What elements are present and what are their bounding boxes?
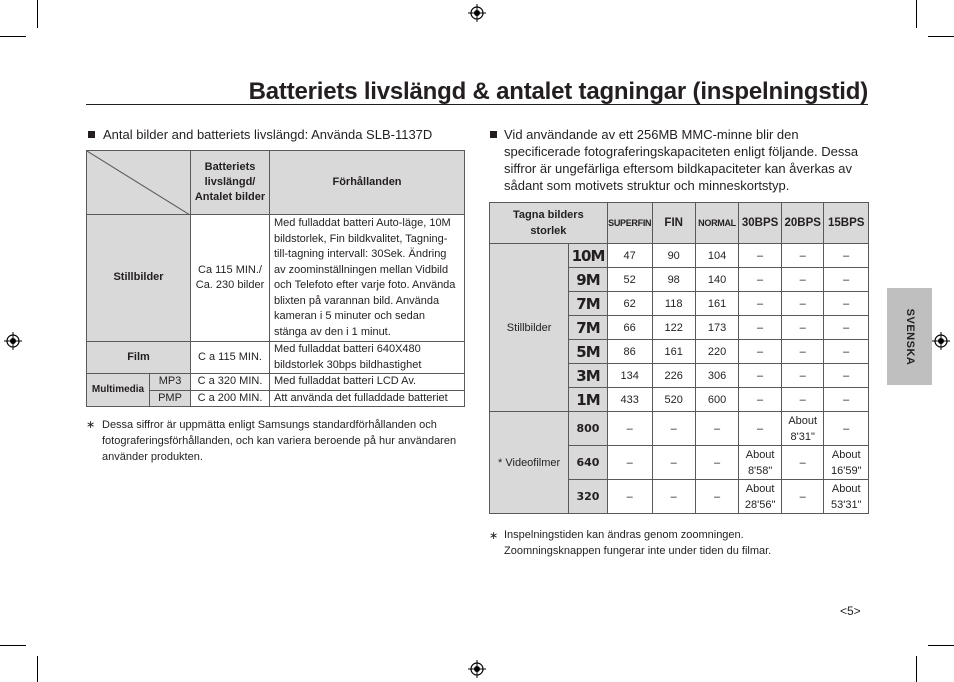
table-cell: – (607, 446, 652, 480)
table-cell: – (739, 340, 782, 364)
table-cell: – (824, 340, 869, 364)
table-cell: – (695, 446, 739, 480)
crop-mark (0, 645, 26, 646)
battery-life-table (86, 150, 465, 407)
table-cell: 520 (652, 388, 695, 412)
row-label-stillbilder: Stillbilder (87, 215, 191, 342)
image-size-icon: 10M (571, 246, 605, 265)
row-label-pmp: PMP (150, 390, 191, 407)
right-note-line-2: Zoomningsknappen fungerar inte under tiden du filmar. (504, 545, 772, 557)
header-superfin: SUPERFIN (607, 203, 652, 244)
table-cell: 104 (695, 244, 739, 268)
table-cell: 161 (695, 292, 739, 316)
row-label-multimedia: Multimedia (87, 374, 150, 407)
page-number: <5> (840, 604, 861, 618)
registration-mark-icon (4, 332, 22, 350)
size-icon-cell (569, 446, 607, 480)
table-cell: 226 (652, 364, 695, 388)
table-cell: About 8'31" (781, 412, 824, 446)
value-film: C a 115 MIN. (191, 342, 270, 374)
diagonal-line (87, 151, 190, 215)
image-size-icon: 9M (576, 270, 600, 289)
table-cell: – (607, 480, 652, 514)
table-cell: 134 (607, 364, 652, 388)
table-row (490, 244, 869, 268)
crop-mark (916, 656, 917, 682)
image-size-icon: 7M (576, 318, 600, 337)
table-cell: – (824, 316, 869, 340)
table-cell: About 8'58" (739, 446, 782, 480)
table-cell: 600 (695, 388, 739, 412)
conditions-stillbilder: Med fulladdat batteri Auto-läge, 10M bildstorlek, Fin bildkvalitet, Tagning-till-tagning intervall: 30Sek. Ändring av zoominställningen mellan Vidbild och Telefoto efter varje foto. Använda blixten på varannan bild. Använda kameran i 5 minuter och sedan stänga av den i 1 minut. (270, 215, 465, 342)
crop-mark (928, 645, 954, 646)
right-note-line-1: Inspelningstiden kan ändras genom zoomningen. (504, 529, 744, 541)
table-cell: 47 (607, 244, 652, 268)
table-cell: About 28'56" (739, 480, 782, 514)
table-cell: 306 (695, 364, 739, 388)
table-cell: – (739, 268, 782, 292)
crop-mark (916, 0, 917, 28)
row-label-film: Film (87, 342, 191, 374)
table-cell: – (781, 446, 824, 480)
value-stillbilder: Ca 115 MIN./ Ca. 230 bilder (191, 215, 270, 342)
capacity-table (489, 202, 869, 514)
left-bullet (88, 126, 468, 143)
table-cell: – (652, 412, 695, 446)
table-cell: – (824, 244, 869, 268)
crop-mark (37, 656, 38, 682)
table-cell: 66 (607, 316, 652, 340)
bullet-square-icon (88, 131, 95, 138)
conditions-mp3: Med fulladdat batteri LCD Av. (270, 374, 465, 391)
header-conditions: Förhållanden (270, 151, 465, 215)
conditions-pmp: Att använda det fulladdade batteriet (270, 390, 465, 407)
table-corner-cell (87, 151, 191, 215)
table-cell: – (781, 388, 824, 412)
group-label-video: * Videofilmer (490, 412, 569, 514)
table-cell: – (739, 412, 782, 446)
image-size-icon: 320 (576, 490, 600, 503)
table-cell: – (824, 388, 869, 412)
table-cell: – (781, 244, 824, 268)
header-image-size: Tagna bilders storlek (490, 203, 608, 244)
header-battery-life: Batteriets livslängd/ Antalet bilder (191, 151, 270, 215)
image-size-icon: 5M (576, 342, 600, 361)
table-cell: – (781, 268, 824, 292)
language-tab-label: SVENSKA (903, 308, 916, 365)
header-fin: FIN (652, 203, 695, 244)
size-icon-cell (569, 292, 607, 316)
crop-mark (37, 0, 38, 28)
size-icon-cell (569, 244, 607, 268)
bullet-square-icon (490, 131, 497, 138)
row-label-mp3: MP3 (150, 374, 191, 391)
registration-mark-icon (468, 660, 486, 678)
table-cell: – (739, 364, 782, 388)
table-cell: 140 (695, 268, 739, 292)
value-mp3: C a 320 MIN. (191, 374, 270, 391)
table-cell: – (824, 364, 869, 388)
table-cell: 52 (607, 268, 652, 292)
size-icon-cell (569, 316, 607, 340)
table-cell: 161 (652, 340, 695, 364)
table-cell: 173 (695, 316, 739, 340)
registration-mark-icon (932, 332, 950, 350)
size-icon-cell (569, 388, 607, 412)
table-cell: – (652, 480, 695, 514)
group-label-still: Stillbilder (490, 244, 569, 412)
table-cell: – (781, 316, 824, 340)
value-pmp: C a 200 MIN. (191, 390, 270, 407)
crop-mark (0, 36, 26, 37)
size-icon-cell (569, 480, 607, 514)
table-cell: – (607, 412, 652, 446)
table-cell: 433 (607, 388, 652, 412)
table-cell: – (781, 340, 824, 364)
table-cell: – (739, 388, 782, 412)
table-cell: – (781, 292, 824, 316)
right-note-mark: ∗ (489, 530, 499, 542)
table-cell: – (695, 412, 739, 446)
table-cell: – (695, 480, 739, 514)
size-icon-cell (569, 412, 607, 446)
table-cell: – (739, 292, 782, 316)
table-cell: 220 (695, 340, 739, 364)
size-icon-cell (569, 340, 607, 364)
table-cell: 122 (652, 316, 695, 340)
right-bullet (490, 126, 868, 194)
table-cell: – (739, 244, 782, 268)
table-row (490, 412, 869, 446)
left-note: Dessa siffror är uppmätta enligt Samsungs standardförhållanden och fotograferingsförhållanden, och kan variera beroende på hur användaren använder produkten. (102, 419, 457, 463)
image-size-icon: 7M (576, 294, 600, 313)
table-cell: – (824, 292, 869, 316)
image-size-icon: 3M (576, 366, 600, 385)
left-bullet-text: Antal bilder and batteriets livslängd: Använda SLB-1137D (103, 127, 433, 142)
table-cell: 62 (607, 292, 652, 316)
crop-mark (928, 36, 954, 37)
table-cell: – (781, 480, 824, 514)
header-normal: NORMAL (695, 203, 739, 244)
table-cell: 90 (652, 244, 695, 268)
table-cell: – (739, 316, 782, 340)
image-size-icon: 640 (576, 456, 600, 469)
title-divider (86, 104, 868, 105)
table-cell: – (824, 268, 869, 292)
image-size-icon: 1M (576, 390, 600, 409)
table-cell: About 16'59" (824, 446, 869, 480)
left-note-mark: ∗ (86, 419, 96, 431)
table-cell: 118 (652, 292, 695, 316)
image-size-icon: 800 (576, 422, 600, 435)
size-icon-cell (569, 364, 607, 388)
table-cell: 86 (607, 340, 652, 364)
table-cell: – (824, 412, 869, 446)
conditions-film: Med fulladdat batteri 640X480 bildstorlek 30bps bildhastighet (270, 342, 465, 374)
header-20bps: 20BPS (781, 203, 824, 244)
language-tab (887, 288, 932, 385)
table-cell: – (781, 364, 824, 388)
table-cell: About 53'31" (824, 480, 869, 514)
registration-mark-icon (468, 4, 486, 22)
header-30bps: 30BPS (739, 203, 782, 244)
size-icon-cell (569, 268, 607, 292)
page-title: Batteriets livslängd & antalet tagningar (inspelningstid) (248, 78, 868, 105)
right-bullet-text: Vid användande av ett 256MB MMC-minne blir den specificerade fotograferingskapaciteten enligt följande. Dessa siffror är ungefärliga eftersom bildkapaciteter kan åverkas av sådant som motivets struktur och minneskortstyp. (504, 127, 859, 193)
table-cell: – (652, 446, 695, 480)
header-15bps: 15BPS (824, 203, 869, 244)
table-cell: 98 (652, 268, 695, 292)
